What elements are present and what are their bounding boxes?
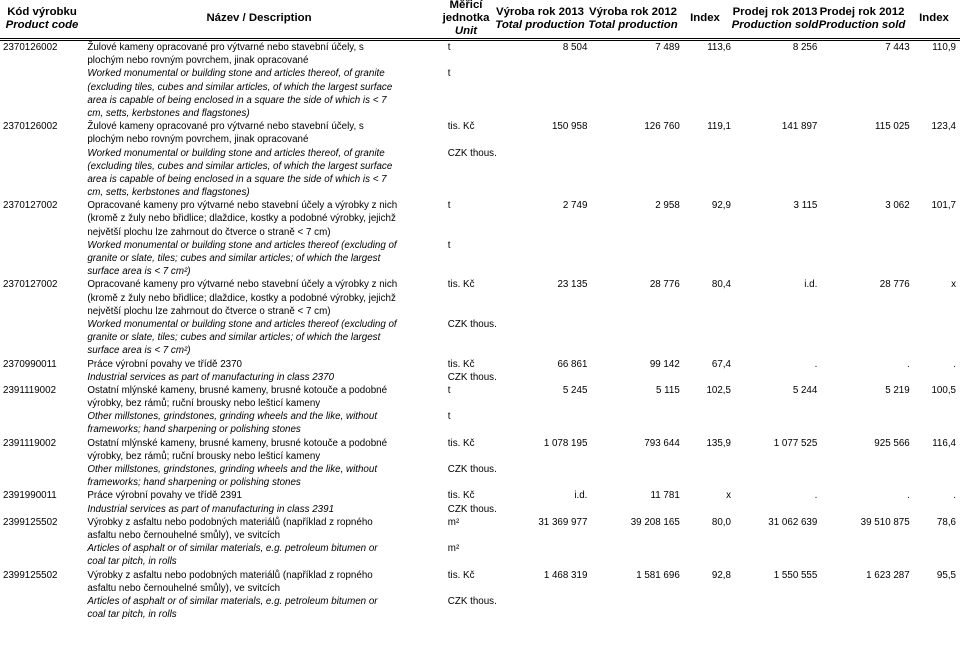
table-row — [0, 569, 960, 622]
sold-2012-value: 115 025 — [875, 121, 910, 133]
index-production-value: 80,0 — [711, 516, 731, 528]
unit-cell — [438, 516, 503, 569]
description-cz-line: asfaltu nebo černouhelné smůly), ve svitcích — [87, 529, 281, 541]
sold-2013-cell — [731, 384, 817, 437]
table-row — [0, 516, 960, 569]
header-unit — [434, 0, 498, 37]
product-code-cell — [0, 437, 85, 490]
unit-cell — [438, 199, 503, 278]
description-en-line: Articles of asphalt or of similar materials, e.g. petroleum bitumen or — [87, 595, 378, 607]
production-2012-value: 11 781 — [650, 490, 680, 502]
sold-2012-value: 28 776 — [879, 279, 910, 291]
description-cell — [85, 516, 437, 569]
description-cell — [85, 437, 437, 490]
production-2012-value: 2 958 — [655, 200, 680, 212]
production-2012-value: 99 142 — [649, 358, 680, 370]
header-production-2013-en: Total production — [495, 18, 585, 31]
sold-2012-cell — [817, 569, 909, 622]
description-cz-line: (kromě z žuly nebo břidlice; dlaždice, kostky a podobné výrobky, jejichž — [87, 292, 396, 304]
product-code: 2370127002 — [3, 279, 58, 291]
index-sold-value: x — [951, 279, 956, 291]
production-2012-value: 126 760 — [644, 121, 680, 133]
table-row — [0, 437, 960, 490]
data-table — [0, 41, 960, 621]
description-en-line: frameworks; hand sharpening or polishing stones — [87, 477, 301, 489]
unit-cz: t — [447, 42, 451, 53]
unit-cell — [438, 489, 503, 515]
production-2012-value: 793 644 — [644, 437, 680, 449]
index-sold-cell — [910, 358, 960, 384]
description-cz-line: výrobky, bez rámů; ruční brousky nebo lešticí kameny — [87, 450, 321, 462]
description-en-line: surface area is < 7 cm²) — [87, 345, 191, 357]
header-product-code-en: Product code — [5, 18, 79, 31]
index-sold-value: 101,7 — [931, 200, 956, 212]
index-sold-value: . — [953, 358, 956, 370]
sold-2013-value: i.d. — [804, 279, 818, 291]
unit-cell — [438, 120, 503, 199]
production-2013-value: 5 245 — [562, 384, 588, 396]
production-2012-value: 5 115 — [655, 384, 680, 396]
index-production-cell — [680, 278, 731, 357]
header-sold-2012-cz: Prodej rok 2012 — [819, 5, 905, 18]
sold-2012-cell — [817, 120, 909, 199]
index-production-cell — [680, 358, 731, 384]
sold-2013-value: 3 115 — [793, 200, 818, 212]
description-cz-line: největší plochu lze zahrnout do čtverce o straně < 7 cm) — [87, 226, 331, 238]
header-production-2013 — [492, 0, 588, 37]
description-cz-line: Žulové kameny opracované pro výtvarné nebo stavební účely, s — [87, 42, 364, 53]
description-cell — [85, 41, 437, 120]
product-code: 2370126002 — [3, 121, 58, 133]
sold-2012-value: 39 510 875 — [860, 516, 910, 528]
header-production-2012 — [585, 0, 681, 37]
production-2012-cell — [587, 437, 679, 490]
index-sold-value: 78,6 — [936, 516, 956, 528]
production-2013-cell — [503, 516, 587, 569]
description-cell — [85, 278, 437, 357]
description-cz-line: Práce výrobní povahy ve třídě 2391 — [87, 490, 243, 502]
table-row — [0, 358, 960, 384]
unit-en: CZK thous. — [447, 371, 497, 383]
sold-2013-value: 1 077 525 — [773, 437, 818, 449]
sold-2012-cell — [817, 278, 909, 357]
production-2013-value: 1 468 319 — [543, 569, 588, 581]
description-en-line: coal tar pitch, in rolls — [87, 609, 177, 621]
index-sold-value: 100,5 — [931, 384, 956, 396]
header-divider-top — [0, 38, 960, 39]
index-production-cell — [680, 384, 731, 437]
header-index-sold — [908, 0, 960, 37]
description-cz-line: plochým nebo rovným povrchem, jinak opracované — [87, 55, 309, 67]
sold-2012-cell — [817, 41, 909, 120]
production-2013-cell — [503, 569, 587, 622]
production-2013-cell — [503, 120, 587, 199]
table-row — [0, 199, 960, 278]
index-sold-cell — [910, 120, 960, 199]
description-cell — [85, 569, 437, 622]
header-index-production — [680, 0, 730, 37]
header-production-2012-en: Total production — [588, 18, 678, 31]
unit-cell — [438, 278, 503, 357]
production-2012-cell — [587, 384, 679, 437]
unit-cz: tis. Kč — [447, 121, 475, 133]
sold-2012-value: 925 566 — [874, 437, 910, 449]
description-cz-line: Opracované kameny pro výtvarné nebo stavební účely a výrobky z nich — [87, 200, 398, 212]
index-sold-value: 95,5 — [936, 569, 956, 581]
production-2013-cell — [503, 199, 587, 278]
description-en-line: cm, setts, kerbstones and flagstones) — [87, 187, 250, 199]
production-2012-value: 28 776 — [649, 279, 680, 291]
description-en-line: surface area is < 7 cm²) — [87, 266, 191, 278]
description-cz-line: Výrobky z asfaltu nebo podobných materiálů (například z ropného — [87, 516, 373, 528]
sold-2012-cell — [817, 489, 909, 515]
production-2012-cell — [587, 569, 679, 622]
unit-en: CZK thous. — [447, 503, 497, 515]
description-en-line: cm, setts, kerbstones and flagstones) — [87, 107, 250, 119]
index-production-cell — [680, 489, 731, 515]
product-code-cell — [0, 384, 85, 437]
description-cz-line: Ostatní mlýnské kameny, brusné kameny, brusné kotouče a podobné — [87, 384, 388, 396]
index-sold-cell — [910, 516, 960, 569]
sold-2013-value: 8 256 — [792, 42, 818, 53]
production-2013-value: 8 504 — [562, 42, 588, 53]
sold-2013-value: 31 062 639 — [768, 516, 818, 528]
unit-cz: t — [447, 200, 451, 212]
product-code-cell — [0, 120, 85, 199]
sold-2013-value: . — [814, 358, 818, 370]
table-row — [0, 489, 960, 515]
sold-2012-value: 5 219 — [885, 384, 910, 396]
index-sold-cell — [910, 41, 960, 120]
description-cz-line: Opracované kameny pro výtvarné nebo stavební účely a výrobky z nich — [87, 279, 398, 291]
production-2012-value: 1 581 696 — [636, 569, 680, 581]
sold-2013-cell — [731, 516, 817, 569]
production-2012-cell — [587, 489, 679, 515]
index-sold-value: 123,4 — [931, 121, 956, 133]
index-sold-value: 110,9 — [932, 42, 956, 53]
sold-2013-value: 141 897 — [781, 121, 818, 133]
description-en-line: granite or slate, tiles; cubes and similar articles; of which the largest — [87, 332, 381, 344]
product-code-cell — [0, 41, 85, 120]
product-code: 2391990011 — [3, 490, 57, 502]
product-code-cell — [0, 199, 85, 278]
header-unit-l3: Unit — [454, 25, 478, 37]
description-en-line: Other millstones, grindstones, grinding wheels and the like, without — [87, 464, 378, 475]
description-cz-line: asfaltu nebo černouhelné smůly), ve svitcích — [87, 582, 281, 594]
index-production-value: 135,9 — [706, 437, 731, 449]
sold-2013-cell — [731, 120, 817, 199]
index-production-cell — [680, 199, 731, 278]
index-sold-cell — [910, 569, 960, 622]
product-code: 2370126002 — [3, 42, 58, 53]
production-2013-value: i.d. — [574, 490, 588, 502]
product-code: 2399125502 — [3, 516, 58, 528]
description-en-line: area is capable of being enclosed in a square the side of which is < 7 — [87, 173, 387, 185]
production-2012-cell — [587, 516, 679, 569]
index-sold-value: 116,4 — [932, 437, 956, 449]
description-en-line: (excluding tiles, cubes and similar articles, of which the largest surface — [87, 81, 393, 93]
description-en-line: Articles of asphalt or of similar materials, e.g. petroleum bitumen or — [87, 543, 378, 555]
index-production-value: 119,1 — [707, 121, 731, 133]
index-production-value: 92,9 — [711, 200, 731, 212]
header-unit-l2: jednotka — [442, 12, 490, 24]
index-sold-cell — [910, 278, 960, 357]
production-2013-cell — [503, 489, 587, 515]
sold-2013-cell — [731, 41, 817, 120]
description-cz-line: (kromě z žuly nebo břidlice; dlaždice, kostky a podobné výrobky, jejichž — [87, 213, 396, 225]
header-product-code — [0, 0, 84, 37]
description-en-line: Worked monumental or building stone and articles thereof (excluding of — [87, 239, 397, 251]
index-production-value: 102,5 — [706, 384, 731, 396]
header-sold-2012-en: Production sold — [818, 18, 906, 31]
description-en-line: Other millstones, grindstones, grinding wheels and the like, without — [87, 411, 378, 423]
sold-2013-cell — [731, 278, 817, 357]
description-cz-line: plochým nebo rovným povrchem, jinak opracované — [87, 134, 309, 146]
table-row — [0, 120, 960, 199]
description-cell — [85, 199, 437, 278]
description-cell — [85, 489, 437, 515]
unit-cz: tis. Kč — [447, 358, 475, 370]
sold-2013-value: . — [814, 490, 818, 502]
production-2013-cell — [503, 358, 587, 384]
unit-en: CZK thous. — [447, 318, 497, 330]
sold-2012-value: 3 062 — [885, 200, 910, 212]
unit-cz: tis. Kč — [447, 569, 475, 581]
unit-en: t — [447, 239, 451, 251]
header-index-production-label: Index — [690, 12, 720, 24]
unit-cell — [438, 437, 503, 490]
description-en-line: coal tar pitch, in rolls — [87, 556, 177, 568]
description-en-line: Worked monumental or building stone and articles thereof, of granite — [87, 68, 385, 80]
description-en-line: area is capable of being enclosed in a square the side of which is < 7 — [87, 94, 387, 106]
sold-2013-cell — [731, 437, 817, 490]
index-sold-value: . — [953, 490, 956, 502]
unit-cz: tis. Kč — [447, 279, 475, 291]
description-cz-line: největší plochu lze zahrnout do čtverce o straně < 7 cm) — [87, 305, 331, 317]
product-code-cell — [0, 278, 85, 357]
header-production-2013-cz: Výroba rok 2013 — [495, 5, 584, 18]
header-description-label: Název / Description — [206, 12, 312, 24]
product-code: 2370990011 — [3, 358, 57, 370]
header-unit-l1: Měřicí — [449, 0, 483, 11]
description-en-line: Industrial services as part of manufacturing in class 2391 — [87, 503, 335, 515]
index-production-cell — [680, 120, 731, 199]
index-production-value: x — [726, 490, 731, 502]
description-cz-line: výrobky, bez rámů; ruční brousky nebo lešticí kameny — [87, 398, 321, 410]
production-2013-value: 23 135 — [557, 279, 588, 291]
production-2013-cell — [503, 384, 587, 437]
index-production-cell — [680, 516, 731, 569]
unit-cell — [438, 384, 503, 437]
sold-2013-cell — [731, 489, 817, 515]
description-en-line: Worked monumental or building stone and articles thereof (excluding of — [87, 318, 397, 330]
production-2012-cell — [587, 278, 679, 357]
production-2013-cell — [503, 437, 587, 490]
description-cz-line: Ostatní mlýnské kameny, brusné kameny, brusné kotouče a podobné — [87, 437, 388, 449]
production-2013-value: 31 369 977 — [538, 516, 588, 528]
description-cz-line: Žulové kameny opracované pro výtvarné nebo stavební účely, s — [87, 121, 364, 133]
product-code: 2399125502 — [3, 569, 58, 581]
sold-2013-cell — [731, 199, 817, 278]
production-2012-cell — [587, 358, 679, 384]
product-code-cell — [0, 489, 85, 515]
sold-2012-cell — [817, 358, 909, 384]
unit-cell — [438, 41, 503, 120]
description-cz-line: Výrobky z asfaltu nebo podobných materiálů (například z ropného — [87, 569, 373, 581]
unit-cz: tis. Kč — [447, 490, 475, 502]
sold-2013-cell — [731, 358, 817, 384]
product-code: 2370127002 — [3, 200, 58, 212]
product-code-cell — [0, 569, 85, 622]
description-en-line: (excluding tiles, cubes and similar articles, of which the largest surface — [87, 160, 393, 172]
unit-en: t — [447, 68, 451, 80]
description-en-line: Industrial services as part of manufacturing in class 2370 — [87, 371, 335, 383]
header-index-sold-label: Index — [919, 12, 949, 24]
index-production-cell — [680, 41, 731, 120]
unit-en: t — [447, 411, 451, 423]
production-2012-value: 39 208 165 — [630, 516, 680, 528]
production-2013-value: 66 861 — [557, 358, 588, 370]
production-2013-value: 2 749 — [562, 200, 588, 212]
sold-2012-value: 7 443 — [885, 42, 910, 53]
production-2012-cell — [587, 41, 679, 120]
header-sold-2012 — [814, 0, 910, 37]
sold-2012-value: . — [906, 490, 910, 502]
production-2013-value: 150 958 — [551, 121, 588, 133]
index-production-cell — [680, 437, 731, 490]
production-2012-cell — [587, 199, 679, 278]
sold-2013-value: 5 244 — [792, 384, 818, 396]
description-cell — [85, 384, 437, 437]
sold-2013-value: 1 550 555 — [773, 569, 818, 581]
index-production-value: 92,8 — [711, 569, 731, 581]
product-code: 2391119002 — [3, 384, 57, 396]
production-2013-cell — [503, 278, 587, 357]
sold-2012-value: . — [906, 358, 910, 370]
production-2012-value: 7 489 — [655, 42, 680, 53]
table-row — [0, 278, 960, 357]
production-2013-value: 1 078 195 — [543, 437, 588, 449]
unit-en: CZK thous. — [447, 595, 497, 607]
header-sold-2013-cz: Prodej rok 2013 — [732, 5, 818, 18]
unit-en: CZK thous. — [447, 147, 497, 159]
unit-cz: tis. Kč — [447, 437, 475, 449]
header-sold-2013 — [728, 0, 822, 37]
description-cell — [85, 358, 437, 384]
sold-2012-cell — [817, 437, 909, 490]
description-en-line: Worked monumental or building stone and articles thereof, of granite — [87, 147, 385, 159]
production-2012-cell — [587, 120, 679, 199]
product-code-cell — [0, 516, 85, 569]
description-en-line: frameworks; hand sharpening or polishing stones — [87, 424, 301, 436]
index-sold-cell — [910, 199, 960, 278]
description-cell — [85, 120, 437, 199]
header-sold-2013-en: Production sold — [731, 18, 819, 31]
header-production-2012-cz: Výroba rok 2012 — [588, 5, 677, 18]
sold-2012-value: 1 623 287 — [866, 569, 910, 581]
unit-en: m² — [447, 543, 460, 555]
unit-cz: t — [447, 384, 451, 396]
table-row — [0, 41, 960, 120]
unit-cell — [438, 569, 503, 622]
header-description — [84, 0, 434, 37]
index-production-value: 113,6 — [707, 42, 731, 53]
product-code-cell — [0, 358, 85, 384]
sold-2013-cell — [731, 569, 817, 622]
unit-en: CZK thous. — [447, 464, 497, 475]
data-table-body — [0, 41, 960, 621]
unit-cz: m² — [447, 516, 460, 528]
description-cz-line: Práce výrobní povahy ve třídě 2370 — [87, 358, 243, 370]
production-2013-cell — [503, 41, 587, 120]
product-code: 2391119002 — [3, 437, 57, 449]
index-sold-cell — [910, 489, 960, 515]
index-sold-cell — [910, 437, 960, 490]
unit-cell — [438, 358, 503, 384]
table-header — [0, 0, 960, 37]
sold-2012-cell — [817, 199, 909, 278]
description-en-line: granite or slate, tiles; cubes and similar articles; of which the largest — [87, 253, 381, 264]
index-production-value: 80,4 — [711, 279, 731, 291]
index-production-cell — [680, 569, 731, 622]
sold-2012-cell — [817, 384, 909, 437]
header-product-code-cz: Kód výrobku — [7, 5, 77, 18]
index-production-value: 67,4 — [711, 358, 731, 370]
table-row — [0, 384, 960, 437]
index-sold-cell — [910, 384, 960, 437]
sold-2012-cell — [817, 516, 909, 569]
